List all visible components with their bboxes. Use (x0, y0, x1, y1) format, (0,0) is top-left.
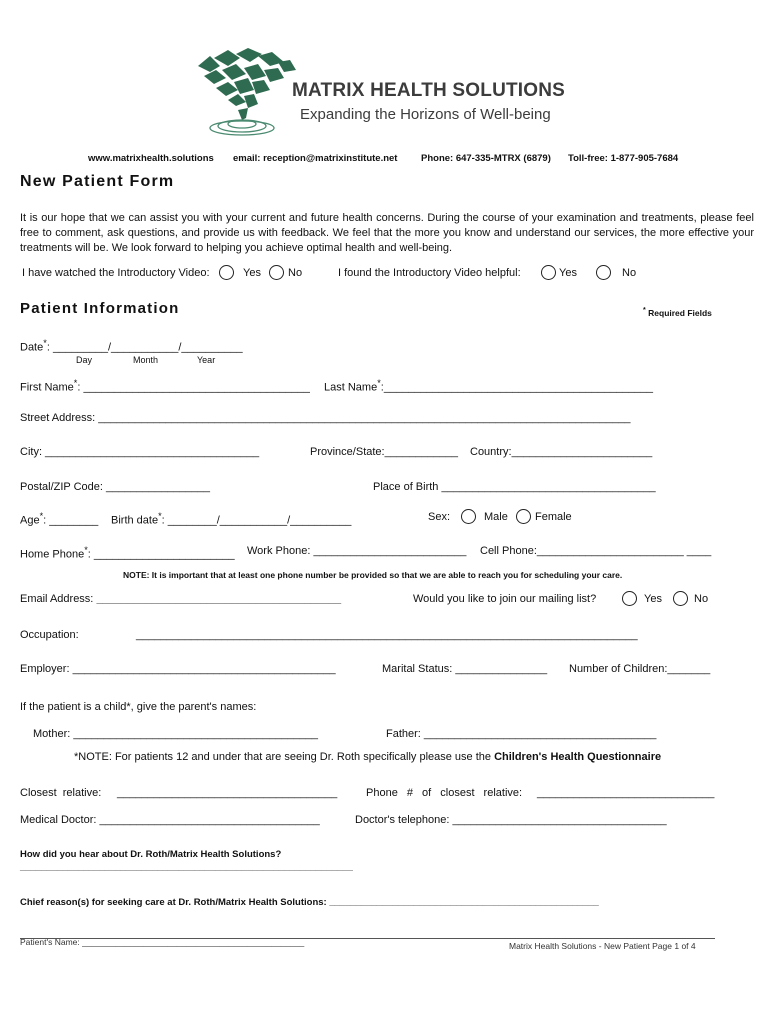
mailing-no-radio[interactable] (673, 591, 688, 606)
tollfree-contact: Toll-free: 1-877-905-7684 (568, 153, 679, 164)
brand-tagline: Expanding the Horizons of Well-being (300, 106, 551, 123)
video-watched-question: I have watched the Introductory Video: (22, 267, 210, 279)
last-name-label: Last Name (324, 381, 378, 394)
phone-contact: Phone: 647-335-MTRX (6879) (421, 153, 551, 164)
first-name-blank: : _____________________________________ (77, 381, 310, 394)
marital-status-field[interactable]: Marital Status: _______________ (382, 663, 548, 675)
email-label: Email Address: (20, 593, 94, 605)
last-name-star: * (377, 378, 381, 388)
required-fields-label: Required Fields (648, 307, 712, 318)
website-link[interactable]: www.matrixhealth.solutions (88, 153, 214, 164)
sex-male-label: Male (484, 511, 508, 523)
video-helpful-yes-radio[interactable] (541, 265, 556, 280)
video-helpful-no-label: No (622, 267, 637, 279)
country-field[interactable]: Country:_______________________ (470, 446, 653, 458)
street-address-field[interactable]: Street Address: _______________________________________________________________________________________ (20, 412, 631, 424)
mailing-no-label: No (694, 593, 709, 605)
first-name-field[interactable] (20, 378, 310, 394)
childrens-questionnaire-link[interactable]: Children's Health Questionnaire (494, 751, 662, 763)
last-name-blank: :____________________________________________ (380, 381, 654, 394)
number-children-field[interactable]: Number of Children:_______ (569, 663, 711, 675)
first-name-star: * (73, 378, 78, 388)
footer-page-label: Matrix Health Solutions - New Patient Page 1 of 4 (509, 941, 696, 951)
sex-female-label: Female (535, 511, 572, 523)
home-phone-label: Home Phone (20, 548, 85, 561)
home-phone-blank: : _______________________ (87, 548, 235, 561)
doctor-telephone-field[interactable]: Doctor's telephone: ___________________________________ (355, 814, 667, 826)
relative-phone-label: Phone # of closest relative: (366, 787, 523, 799)
sex-male-radio[interactable] (461, 509, 476, 524)
closest-relative-field[interactable]: ____________________________________ (117, 787, 338, 799)
date-field[interactable] (20, 338, 243, 354)
video-watched-yes-radio[interactable] (219, 265, 234, 280)
occupation-field[interactable]: __________________________________________________________________________________ (136, 629, 638, 641)
chief-reason-field[interactable]: Chief reason(s) for seeking care at Dr. Roth/Matrix Health Solutions: ___________________________________________________ (20, 897, 599, 908)
child-note (74, 751, 661, 763)
mother-field[interactable]: Mother: ________________________________________ (33, 728, 319, 740)
age-blank: : ________ (43, 514, 99, 527)
age-field[interactable] (20, 511, 98, 527)
patient-name-field[interactable]: Patient's Name: _______________________________________________ (20, 937, 305, 947)
video-watched-no-label: No (288, 267, 303, 279)
mailing-list-question: Would you like to join our mailing list? (413, 593, 597, 605)
child-note-text: *NOTE: For patients 12 and under that are seeing Dr. Roth specifically please use the (74, 751, 495, 763)
date-blank: : _________/___________/__________ (46, 341, 243, 354)
video-helpful-question: I found the Introductory Video helpful: (338, 267, 521, 279)
home-phone-field[interactable] (20, 545, 235, 561)
father-field[interactable]: Father: ______________________________________ (386, 728, 657, 740)
date-label: Date (20, 341, 44, 354)
intro-paragraph: It is our hope that we can assist you with your current and future health concerns. During the course of your examination and treatments, please feel free to comment, ask questions, and provide us with feedback. We feel that the more you know and understand our services, the more effective your treatments will be. We look forward to helping you achieve optimal health and well-being. (20, 212, 754, 254)
month-caption: Month (133, 355, 159, 365)
birth-date-star: * (158, 511, 162, 521)
relative-phone-field[interactable]: _____________________________ (537, 787, 715, 799)
brand-name: MATRIX HEALTH SOLUTIONS (292, 80, 566, 101)
medical-doctor-field[interactable]: Medical Doctor: ____________________________________ (20, 814, 320, 826)
section-title: Patient Information (20, 300, 180, 317)
cell-phone-field[interactable]: Cell Phone:________________________ ____ (480, 545, 712, 557)
required-fields-note (643, 306, 712, 318)
phone-note: NOTE: It is important that at least one phone number be provided so that we are able to reach you for scheduling your care. (123, 570, 623, 580)
postal-code-field[interactable]: Postal/ZIP Code: _________________ (20, 481, 211, 493)
age-star: * (39, 511, 44, 521)
form-title: New Patient Form (20, 173, 175, 190)
mailing-yes-label: Yes (644, 593, 662, 605)
video-helpful-no-radio[interactable] (596, 265, 611, 280)
age-label: Age (20, 514, 40, 527)
occupation-label: Occupation: (20, 629, 79, 641)
birth-date-field[interactable] (111, 511, 351, 527)
child-parents-question: If the patient is a child*, give the parent's names: (20, 701, 257, 713)
city-field[interactable]: City: ___________________________________ (20, 446, 260, 458)
date-star: * (43, 338, 47, 348)
video-watched-no-radio[interactable] (269, 265, 284, 280)
video-helpful-yes-label: Yes (559, 267, 577, 279)
first-name-label: First Name (20, 381, 74, 394)
video-watched-yes-label: Yes (243, 267, 261, 279)
place-of-birth-field[interactable]: Place of Birth ___________________________________ (373, 481, 656, 493)
email-contact[interactable]: email: reception@matrixinstitute.net (233, 153, 398, 164)
sex-female-radio[interactable] (516, 509, 531, 524)
year-caption: Year (197, 355, 216, 365)
mailing-yes-radio[interactable] (622, 591, 637, 606)
day-caption: Day (76, 355, 93, 365)
sex-label: Sex: (428, 511, 451, 523)
birth-date-blank: : ________/___________/__________ (161, 514, 352, 527)
employer-field[interactable]: Employer: ___________________________________________ (20, 663, 336, 675)
how-hear-question: How did you hear about Dr. Roth/Matrix Health Solutions? (20, 849, 282, 860)
province-field[interactable]: Province/State:____________ (310, 446, 459, 458)
how-hear-field[interactable]: _______________________________________________________________ (20, 862, 353, 873)
required-star: * (643, 306, 646, 314)
closest-relative-label: Closest relative: (20, 787, 102, 799)
logo-mark-icon (190, 48, 300, 138)
last-name-field[interactable] (324, 378, 653, 394)
home-phone-star: * (84, 545, 88, 555)
email-field[interactable] (20, 593, 341, 605)
email-blank: ________________________________________ (96, 593, 342, 605)
work-phone-field[interactable]: Work Phone: _________________________ (247, 545, 467, 557)
birth-date-label: Birth date (111, 514, 159, 527)
